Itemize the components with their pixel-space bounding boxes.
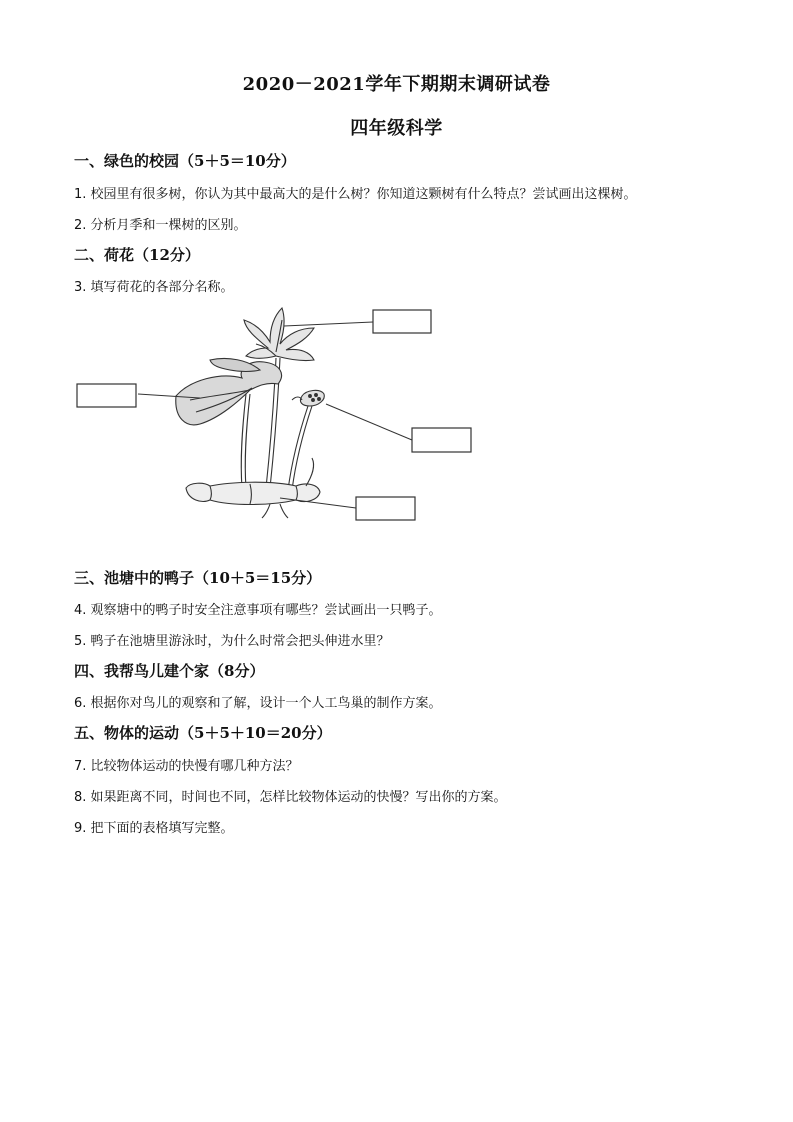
lotus-diagram xyxy=(70,300,490,530)
section-heading-5: 五、物体的运动（5＋5＋10＝20分） xyxy=(74,724,332,742)
answer-box-rhizome xyxy=(356,497,415,520)
question-7: 7. 比较物体运动的快慢有哪几种方法？ xyxy=(74,759,299,774)
answer-box-leaf xyxy=(77,384,136,407)
exam-subtitle: 四年级科学 xyxy=(350,118,443,139)
question-6: 6. 根据你对鸟儿的观察和了解，设计一个人工鸟巢的制作方案。 xyxy=(74,696,442,711)
question-2: 2. 分析月季和一棵树的区别。 xyxy=(74,218,247,233)
section-heading-4: 四、我帮鸟儿建个家（8分） xyxy=(74,662,265,680)
section-heading-1: 一、绿色的校园（5＋5＝10分） xyxy=(74,152,296,170)
question-9: 9. 把下面的表格填写完整。 xyxy=(74,821,234,836)
question-8: 8. 如果距离不同，时间也不同，怎样比较物体运动的快慢？写出你的方案。 xyxy=(74,790,507,805)
question-3: 3. 填写荷花的各部分名称。 xyxy=(74,280,234,295)
section-heading-2: 二、荷花（12分） xyxy=(74,246,200,264)
exam-title: 2020－2021学年下期期末调研试卷 xyxy=(242,74,551,95)
question-4: 4. 观察塘中的鸭子时安全注意事项有哪些？尝试画出一只鸭子。 xyxy=(74,603,442,618)
section-heading-3: 三、池塘中的鸭子（10＋5＝15分） xyxy=(74,569,322,587)
answer-box-pod xyxy=(412,428,471,452)
question-1: 1. 校园里有很多树，你认为其中最高大的是什么树？你知道这颗树有什么特点？尝试画出这棵树。 xyxy=(74,187,637,202)
answer-box-flower xyxy=(373,310,431,333)
question-5: 5. 鸭子在池塘里游泳时，为什么时常会把头伸进水里？ xyxy=(74,634,390,649)
pod-stem xyxy=(288,406,308,490)
rhizome xyxy=(186,482,320,504)
